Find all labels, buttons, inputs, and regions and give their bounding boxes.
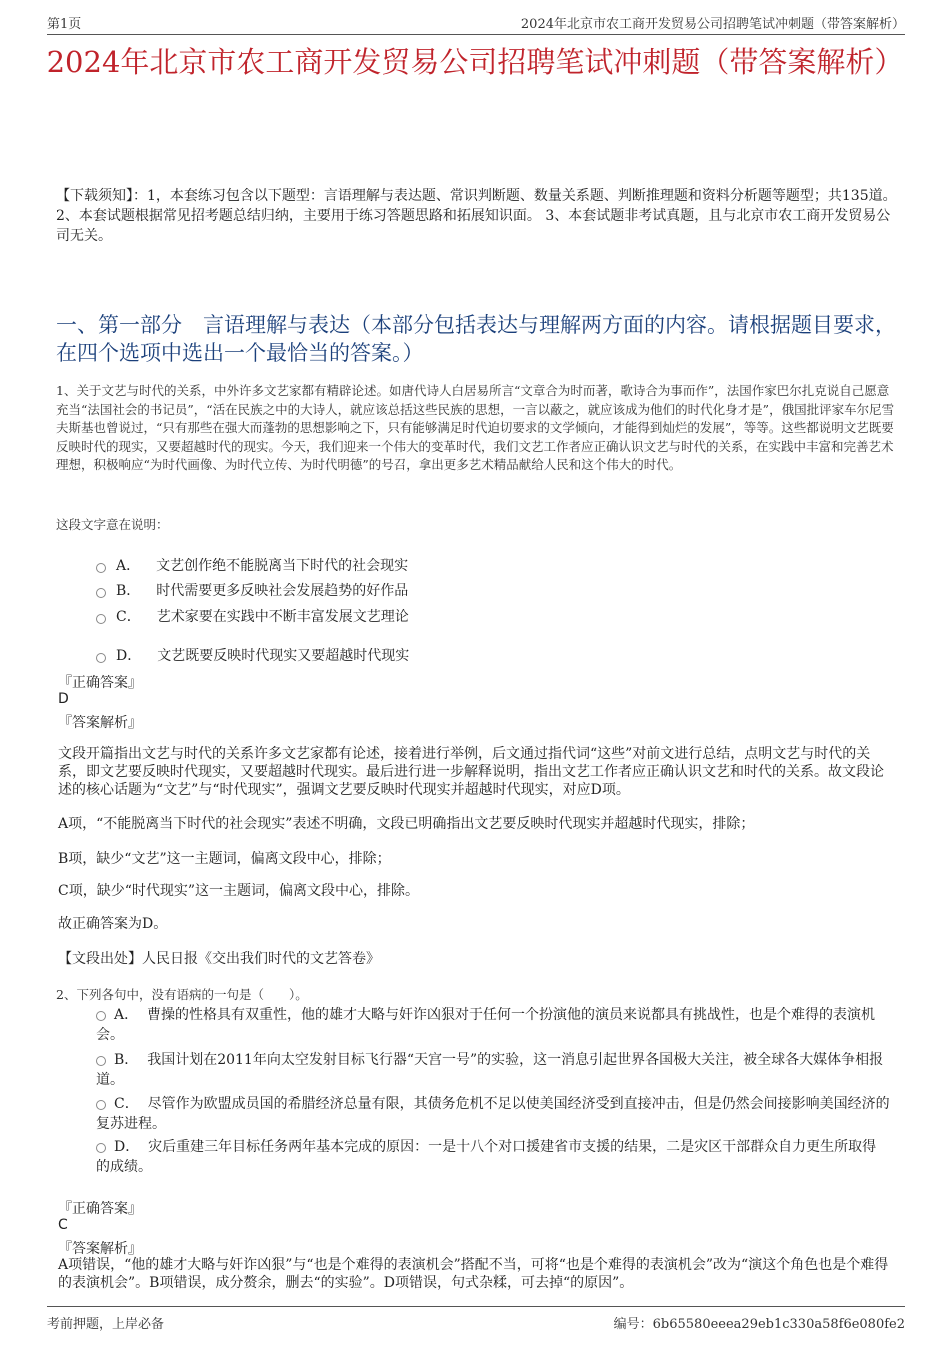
section-title: 一、第一部分 言语理解与表达（本部分包括表达与理解两方面的内容。请根据题目要求，在四个选项中选出一个最恰当的答案。） xyxy=(56,313,896,365)
q2-answer: C xyxy=(58,1217,68,1233)
q2-option-d[interactable] xyxy=(96,1137,890,1177)
q1-analysis-main: 文段开篇指出文艺与时代的关系许多文艺家都有论述，接着进行举例，后文通过指代词“这些”对前文进行总结，点明文艺与时代的关系，即文艺要反映时代现实，又要超越时代现实。最后进行进一步解释说明，指出文艺工作者应正确认识文艺和时代的关系。故文段论述的核心话题为“文艺”与“时代现实”，强调文艺要反映时代现实并超越时代现实，对应D项。 xyxy=(58,746,884,798)
option-letter: A． xyxy=(116,558,141,574)
footer-doc-id: 编号：6b65580eeea29eb1c330a58f6e080fe2 xyxy=(613,1317,905,1332)
question-1-prompt: 这段文字意在说明： xyxy=(56,517,169,532)
q1-source: 【文段出处】人民日报《交出我们时代的文艺答卷》 xyxy=(58,951,380,967)
question-1-stem: 1、关于文艺与时代的关系，中外许多文艺家都有精辟论述。如唐代诗人白居易所言“文章合为时而著，歌诗合为事而作”，法国作家巴尔扎克说自己愿意充当“法国社会的书记员”，“活在民族之中的大诗人，就应该总括这些民族的思想，一言以蔽之，就应该成为他们的时代化身才是”，俄国批评家车尔尼雪夫斯基也曾说过，“只有那些在强大而蓬勃的思想影响之下，只有能够满足时代迫切要求的文学倾向，才能得到灿烂的发展”，等等。这些都说明文艺既要反映时代的现实，又要超越时代的现实。今天，我们迎来一个伟大的变革时代，我们文艺工作者应正确认识文艺与时代的关系，在实践中丰富和完善艺术理想，积极响应“为时代画像、为时代立传、为时代明德”的号召，拿出更多艺术精品献给人民和这个伟大的时代。 xyxy=(56,383,895,472)
download-notice: 【下载须知】：1，本套练习包含以下题型：言语理解与表达题、常识判断题、数量关系题、判断推理题和资料分析题等题型；共135道。 2、本套试题根据常见招考题总结归纳，主要用于练习答题思路和拓展知识面。 3、本套试题非考试真题，且与北京市农工商开发贸易公司无关。 xyxy=(56,188,897,244)
q1-answer: D xyxy=(58,691,69,707)
radio-icon[interactable] xyxy=(96,588,106,598)
option-text: 我国计划在2011年向太空发射目标飞行器“天宫一号”的实验，这一消息引起世界各国极大关注，被全球各大媒体争相报道。 xyxy=(96,1052,884,1088)
option-text: 时代需要更多反映社会发展趋势的好作品 xyxy=(156,583,409,599)
page-number: 第1页 xyxy=(47,17,82,32)
q2-option-a[interactable] xyxy=(96,1005,890,1045)
option-text: 尽管作为欧盟成员国的希腊经济总量有限，其债务危机不足以使美国经济受到直接冲击，但是仍然会间接影响美国经济的复苏进程。 xyxy=(96,1096,890,1132)
q1-option-c[interactable] xyxy=(96,606,409,626)
q1-option-b[interactable] xyxy=(96,580,408,600)
page-header xyxy=(47,12,905,35)
option-text: 文艺创作绝不能脱离当下时代的社会现实 xyxy=(156,558,409,574)
option-text: 灾后重建三年目标任务两年基本完成的原因：一是十八个对口援建省市支援的结果，二是灾区干部群众自力更生所取得的成绩。 xyxy=(96,1139,877,1175)
option-letter: B． xyxy=(114,1052,139,1068)
q2-option-b[interactable] xyxy=(96,1050,890,1090)
q1-analysis-c: C项，缺少“时代现实”这一主题词，偏离文段中心，排除。 xyxy=(58,883,420,899)
document-title: 2024年北京市农工商开发贸易公司招聘笔试冲刺题（带答案解析） xyxy=(46,45,904,79)
radio-icon[interactable] xyxy=(96,653,106,663)
q1-option-d[interactable] xyxy=(96,645,409,665)
option-letter: C． xyxy=(114,1096,139,1112)
option-letter: A． xyxy=(114,1007,139,1023)
q1-analysis-b: B项，缺少“文艺”这一主题词，偏离文段中心，排除； xyxy=(58,851,391,867)
question-2-stem: 2、下列各句中，没有语病的一句是（ ）。 xyxy=(56,987,308,1002)
q1-option-a[interactable] xyxy=(96,555,408,575)
radio-icon[interactable] xyxy=(96,1056,106,1066)
option-letter: C． xyxy=(116,609,141,625)
q1-correct-label: 『正确答案』 xyxy=(58,675,142,691)
q2-analysis: A项错误，“他的雄才大略与奸诈凶狠”与“也是个难得的表演机会”搭配不当，可将“也是个难得的表演机会”改为“演这个角色也是个难得的表演机会”。B项错误，成分赘余，删去“的实验”。D项错误，句式杂糅，可去掉“的原因”。 xyxy=(58,1257,889,1291)
q1-analysis-a: A项，“不能脱离当下时代的社会现实”表述不明确，文段已明确指出文艺要反映时代现实并超越时代现实，排除； xyxy=(58,816,755,832)
option-letter: B． xyxy=(116,583,141,599)
option-text: 文艺既要反映时代现实又要超越时代现实 xyxy=(157,648,410,664)
option-letter: D． xyxy=(114,1139,140,1155)
q1-analysis-label: 『答案解析』 xyxy=(58,715,142,731)
radio-icon[interactable] xyxy=(96,1143,106,1153)
radio-icon[interactable] xyxy=(96,1100,106,1110)
q2-analysis-label: 『答案解析』 xyxy=(58,1241,142,1257)
q2-correct-label: 『正确答案』 xyxy=(58,1201,142,1217)
q2-option-c[interactable] xyxy=(96,1094,890,1134)
page-footer xyxy=(47,1306,905,1332)
radio-icon[interactable] xyxy=(96,614,106,624)
option-letter: D． xyxy=(116,648,142,664)
option-text: 曹操的性格具有双重性，他的雄才大略与奸诈凶狠对于任何一个扮演他的演员来说都具有挑战性，也是个难得的表演机会。 xyxy=(96,1007,876,1043)
option-text: 艺术家要在实践中不断丰富发展文艺理论 xyxy=(156,609,409,625)
header-doc-title: 2024年北京市农工商开发贸易公司招聘笔试冲刺题（带答案解析） xyxy=(520,17,905,32)
radio-icon[interactable] xyxy=(96,1011,106,1021)
radio-icon[interactable] xyxy=(96,563,106,573)
q1-analysis-conclusion: 故正确答案为D。 xyxy=(58,916,168,932)
footer-slogan: 考前押题，上岸必备 xyxy=(47,1317,165,1332)
